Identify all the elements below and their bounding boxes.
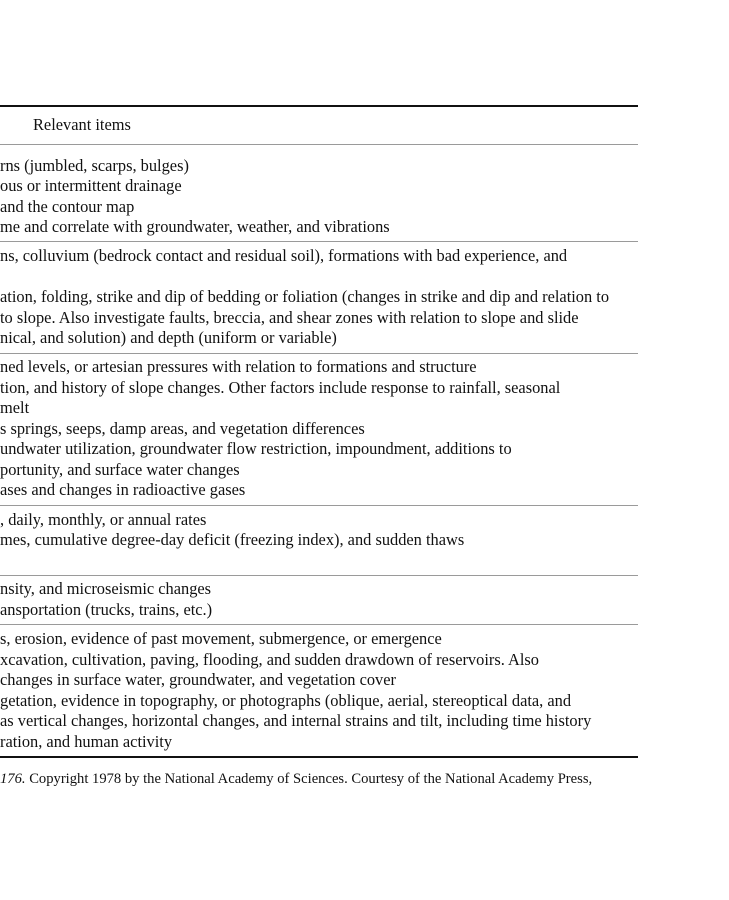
table-cell-line: ous or intermittent drainage xyxy=(0,176,182,195)
table-cell-line: me and correlate with groundwater, weather, and vibrations xyxy=(0,217,390,236)
row-divider xyxy=(0,505,638,506)
header-divider xyxy=(0,144,638,145)
table-cell-line: ation, folding, strike and dip of bedding or foliation (changes in strike and dip and relation to xyxy=(0,287,610,306)
row-divider xyxy=(0,353,638,354)
table-cell-line: melt xyxy=(0,398,30,417)
table-top-rule xyxy=(0,105,638,107)
table-cell-line: ration, and human activity xyxy=(0,732,173,751)
table-cell-line: portunity, and surface water changes xyxy=(0,460,240,479)
table-cell-line: s, erosion, evidence of past movement, submergence, or emergence xyxy=(0,629,442,648)
column-header-relevant-items: Relevant items xyxy=(33,115,131,134)
table-cell-line: s springs, seeps, damp areas, and vegetation differences xyxy=(0,419,365,438)
table-cell-line: tion, and history of slope changes. Other factors include response to rainfall, seasonal xyxy=(0,378,561,397)
table-cell-line: as vertical changes, horizontal changes, and internal strains and tilt, including time history xyxy=(0,711,592,730)
table-cell-line: ns, colluvium (bedrock contact and residual soil), formations with bad experience, and xyxy=(0,246,568,265)
table-cell-line: xcavation, cultivation, paving, flooding, and sudden drawdown of reservoirs. Also xyxy=(0,650,539,669)
table-cell-line: getation, evidence in topography, or photographs (oblique, aerial, stereoptical data, and xyxy=(0,691,572,710)
table-cell-line: mes, cumulative degree-day deficit (freezing index), and sudden thaws xyxy=(0,530,465,549)
source-reference: 176. xyxy=(0,771,26,787)
table-cell-line: ansportation (trucks, trains, etc.) xyxy=(0,600,213,619)
table-cell-line: undwater utilization, groundwater flow restriction, impoundment, additions to xyxy=(0,439,512,458)
row-divider xyxy=(0,575,638,576)
table-cell-line: ned levels, or artesian pressures with relation to formations and structure xyxy=(0,357,477,376)
copyright-text: Copyright 1978 by the National Academy of Sciences. Courtesy of the National Academy Press, xyxy=(25,771,593,787)
table-cell-line: and the contour map xyxy=(0,197,135,216)
table-cell-line: ases and changes in radioactive gases xyxy=(0,480,246,499)
table-cell-line: to slope. Also investigate faults, breccia, and shear zones with relation to slope and slide xyxy=(0,308,579,327)
row-divider xyxy=(0,241,638,242)
table-cell-line: rns (jumbled, scarps, bulges) xyxy=(0,156,189,175)
row-divider xyxy=(0,624,638,625)
table-bottom-rule xyxy=(0,756,638,758)
table-cell-line: changes in surface water, groundwater, and vegetation cover xyxy=(0,670,396,689)
table-cell-line: nsity, and microseismic changes xyxy=(0,579,212,598)
table-cell-line: , daily, monthly, or annual rates xyxy=(0,510,207,529)
table-cell-line: nical, and solution) and depth (uniform or variable) xyxy=(0,328,337,347)
source-note xyxy=(0,771,592,788)
